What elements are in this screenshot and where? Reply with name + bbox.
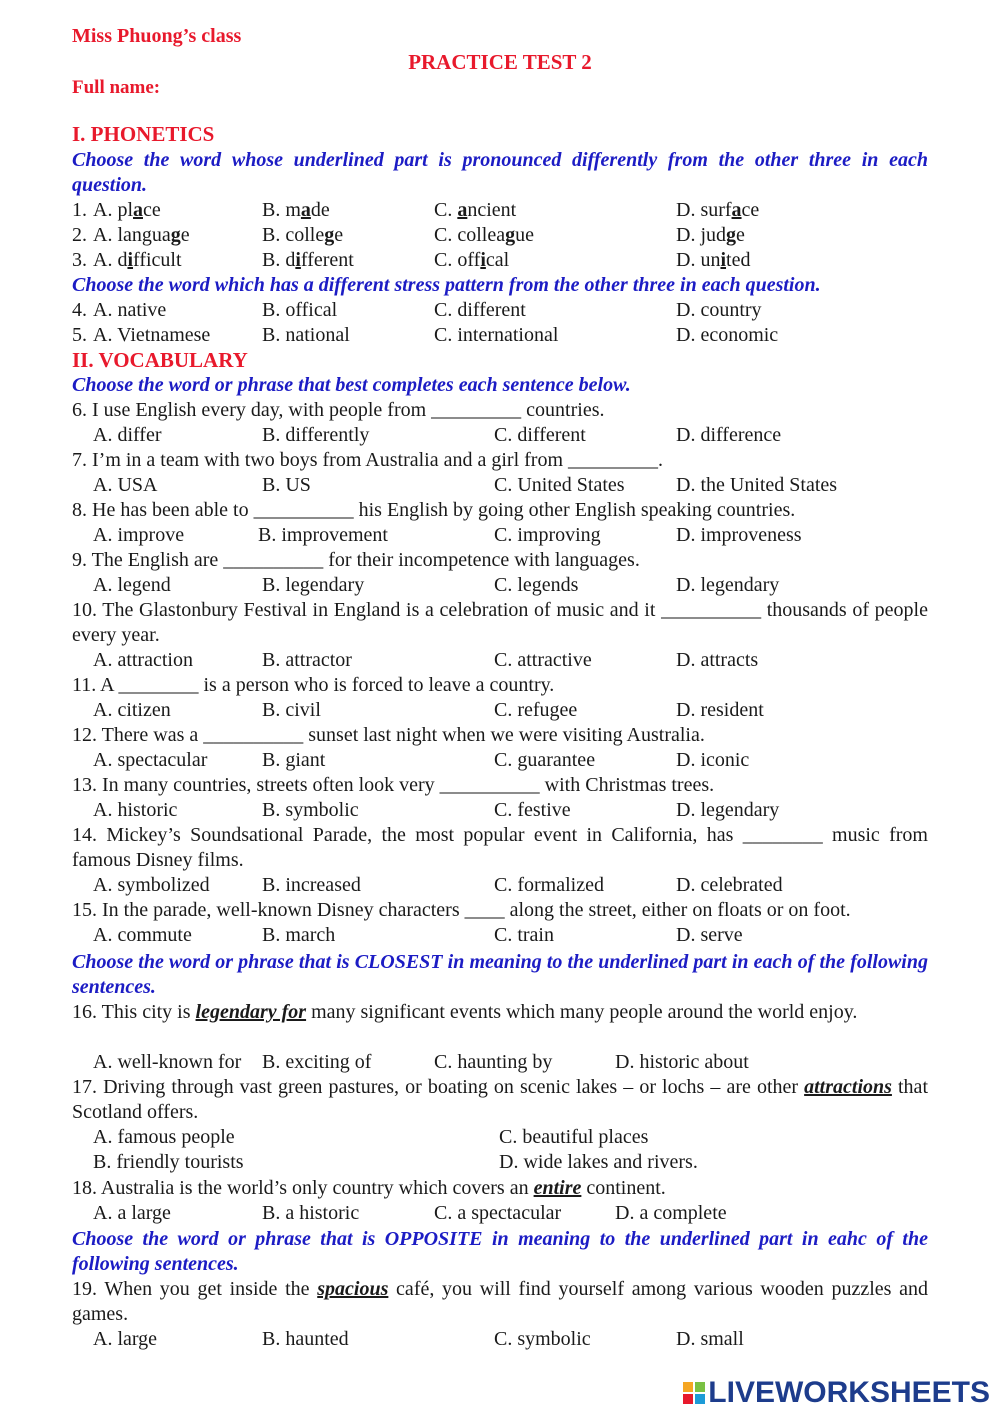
option-c: C. international <box>434 324 559 346</box>
option-d: D. a complete <box>615 1202 727 1224</box>
option-c: C. different <box>434 299 526 321</box>
option-c: C. symbolic <box>494 1328 591 1350</box>
option-a: A. famous people <box>93 1126 235 1148</box>
option-d: D. celebrated <box>676 874 783 896</box>
option-d: D. difference <box>676 424 782 446</box>
option-c: C. haunting by <box>434 1051 553 1073</box>
option-b: B. attractor <box>262 649 352 671</box>
question-18-stem: 18. Australia is the world’s only country which covers an entire continent. <box>72 1177 666 1199</box>
section-heading-vocabulary: II. VOCABULARY <box>72 348 248 372</box>
option-a: A. difficult <box>93 249 182 271</box>
option-a: A. a large <box>93 1202 171 1224</box>
option-a: A. well-known for <box>93 1051 242 1073</box>
option-a: A. attraction <box>93 649 193 671</box>
option-a: A. spectacular <box>93 749 208 771</box>
option-c: C. improving <box>494 524 601 546</box>
question-10-stem: 10. The Glastonbury Festival in England is a celebration of music and it __________ thousands of people every year. <box>72 599 928 646</box>
question-7-stem: 7. I’m in a team with two boys from Australia and a girl from _________. <box>72 449 664 471</box>
liveworksheets-logo[interactable] <box>683 1377 990 1409</box>
option-b: B. college <box>262 224 344 246</box>
question-6-stem: 6. I use English every day, with people from _________ countries. <box>72 399 605 421</box>
full-name-label: Full name: <box>72 77 161 98</box>
option-a: A. citizen <box>93 699 171 721</box>
option-b: B. offical <box>262 299 338 321</box>
option-d: D. improveness <box>676 524 802 546</box>
option-c: C. guarantee <box>494 749 596 771</box>
question-15-stem: 15. In the parade, well-known Disney characters ____ along the street, either on floats or on foot. <box>72 899 851 921</box>
option-d: D. economic <box>676 324 779 346</box>
option-b: B. legendary <box>262 574 365 596</box>
question-19-stem: 19. When you get inside the spacious café, you will find yourself among various wooden puzzles and games. <box>72 1278 928 1325</box>
option-d: D. judge <box>676 224 745 246</box>
section-heading-phonetics: I. PHONETICS <box>72 122 215 146</box>
underlined-phrase: legendary for <box>195 1001 307 1023</box>
option-a: A. legend <box>93 574 171 596</box>
option-b: B. national <box>262 324 350 346</box>
option-a: A. differ <box>93 424 162 446</box>
option-c: C. refugee <box>494 699 578 721</box>
option-d: D. country <box>676 299 762 321</box>
option-a: A. language <box>93 224 190 246</box>
option-a: A. Vietnamese <box>93 324 211 346</box>
option-d: D. serve <box>676 924 743 946</box>
option-c: C. different <box>494 424 586 446</box>
option-c: C. a spectacular <box>434 1202 562 1224</box>
option-b: B. haunted <box>262 1328 349 1350</box>
option-b: B. differently <box>262 424 370 446</box>
option-b: B. increased <box>262 874 361 896</box>
option-c: C. colleague <box>434 224 534 246</box>
question-8-stem: 8. He has been able to __________ his English by going other English speaking countries. <box>72 499 796 521</box>
question-14-stem: 14. Mickey’s Soundsational Parade, the most popular event in California, has ________ music from famous Disney films. <box>72 824 928 871</box>
option-c: C. formalized <box>494 874 604 896</box>
question-12-stem: 12. There was a __________ sunset last night when we were visiting Australia. <box>72 724 705 746</box>
option-d: D. wide lakes and rivers. <box>499 1151 698 1173</box>
option-d: D. historic about <box>615 1051 749 1073</box>
option-a: A. place <box>93 199 161 221</box>
option-b: B. a historic <box>262 1202 360 1224</box>
question-9-stem: 9. The English are __________ for their incompetence with languages. <box>72 549 640 571</box>
instruction-stress: Choose the word which has a different stress pattern from the other three in each question. <box>72 274 821 296</box>
option-a: A. native <box>93 299 167 321</box>
option-b: B. improvement <box>258 524 388 546</box>
option-d: D. resident <box>676 699 764 721</box>
underlined-phrase: attractions <box>804 1076 892 1098</box>
option-a: A. improve <box>93 524 185 546</box>
option-d: D. surface <box>676 199 760 221</box>
option-b: B. exciting of <box>262 1051 372 1073</box>
option-d: D. small <box>676 1328 744 1350</box>
option-b: B. march <box>262 924 336 946</box>
question-17-stem: 17. Driving through vast green pastures, or boating on scenic lakes – or lochs – are other attractions that Scotland offers. <box>72 1076 928 1123</box>
option-c: C. ancient <box>434 199 517 221</box>
underlined-phrase: entire <box>533 1177 582 1199</box>
option-d: D. iconic <box>676 749 750 771</box>
option-c: C. beautiful places <box>499 1126 649 1148</box>
option-d: D. legendary <box>676 574 780 596</box>
option-d: D. legendary <box>676 799 780 821</box>
instruction-opposite: Choose the word or phrase that is OPPOSITE in meaning to the underlined part in eahc of the following sentences. <box>72 1228 928 1275</box>
option-d: D. united <box>676 249 751 271</box>
question-11-stem: 11. A ________ is a person who is forced to leave a country. <box>72 674 555 696</box>
option-c: C. United States <box>494 474 625 496</box>
option-c: C. festive <box>494 799 571 821</box>
option-c: C. attractive <box>494 649 592 671</box>
option-b: B. civil <box>262 699 321 721</box>
liveworksheets-wordmark: LIVEWORKSHEETS <box>708 1376 990 1409</box>
option-d: D. the United States <box>676 474 838 496</box>
option-c: C. offical <box>434 249 510 271</box>
instruction-closest: Choose the word or phrase that is CLOSEST in meaning to the underlined part in each of the following sentences. <box>72 951 928 998</box>
option-d: D. attracts <box>676 649 759 671</box>
question-16-stem: 16. This city is legendary for many significant events which many people around the world enjoy. <box>72 1001 858 1023</box>
option-b: B. symbolic <box>262 799 359 821</box>
option-b: B. different <box>262 249 354 271</box>
liveworksheets-icon <box>683 1382 705 1404</box>
option-c: C. train <box>494 924 554 946</box>
option-b: B. made <box>262 199 330 221</box>
option-b: B. friendly tourists <box>93 1151 244 1173</box>
option-c: C. legends <box>494 574 579 596</box>
option-a: A. large <box>93 1328 158 1350</box>
option-a: A. USA <box>93 474 158 496</box>
option-a: A. symbolized <box>93 874 210 896</box>
option-a: A. commute <box>93 924 192 946</box>
question-13-stem: 13. In many countries, streets often look very __________ with Christmas trees. <box>72 774 715 796</box>
page-title: PRACTICE TEST 2 <box>408 50 592 74</box>
underlined-phrase: spacious <box>317 1278 389 1300</box>
option-b: B. US <box>262 474 311 496</box>
option-b: B. giant <box>262 749 326 771</box>
class-name: Miss Phuong’s class <box>72 25 242 47</box>
instruction-completion: Choose the word or phrase that best completes each sentence below. <box>72 374 631 396</box>
instruction-pronunciation: Choose the word whose underlined part is pronounced differently from the other three in each question. <box>72 149 928 196</box>
option-a: A. historic <box>93 799 178 821</box>
